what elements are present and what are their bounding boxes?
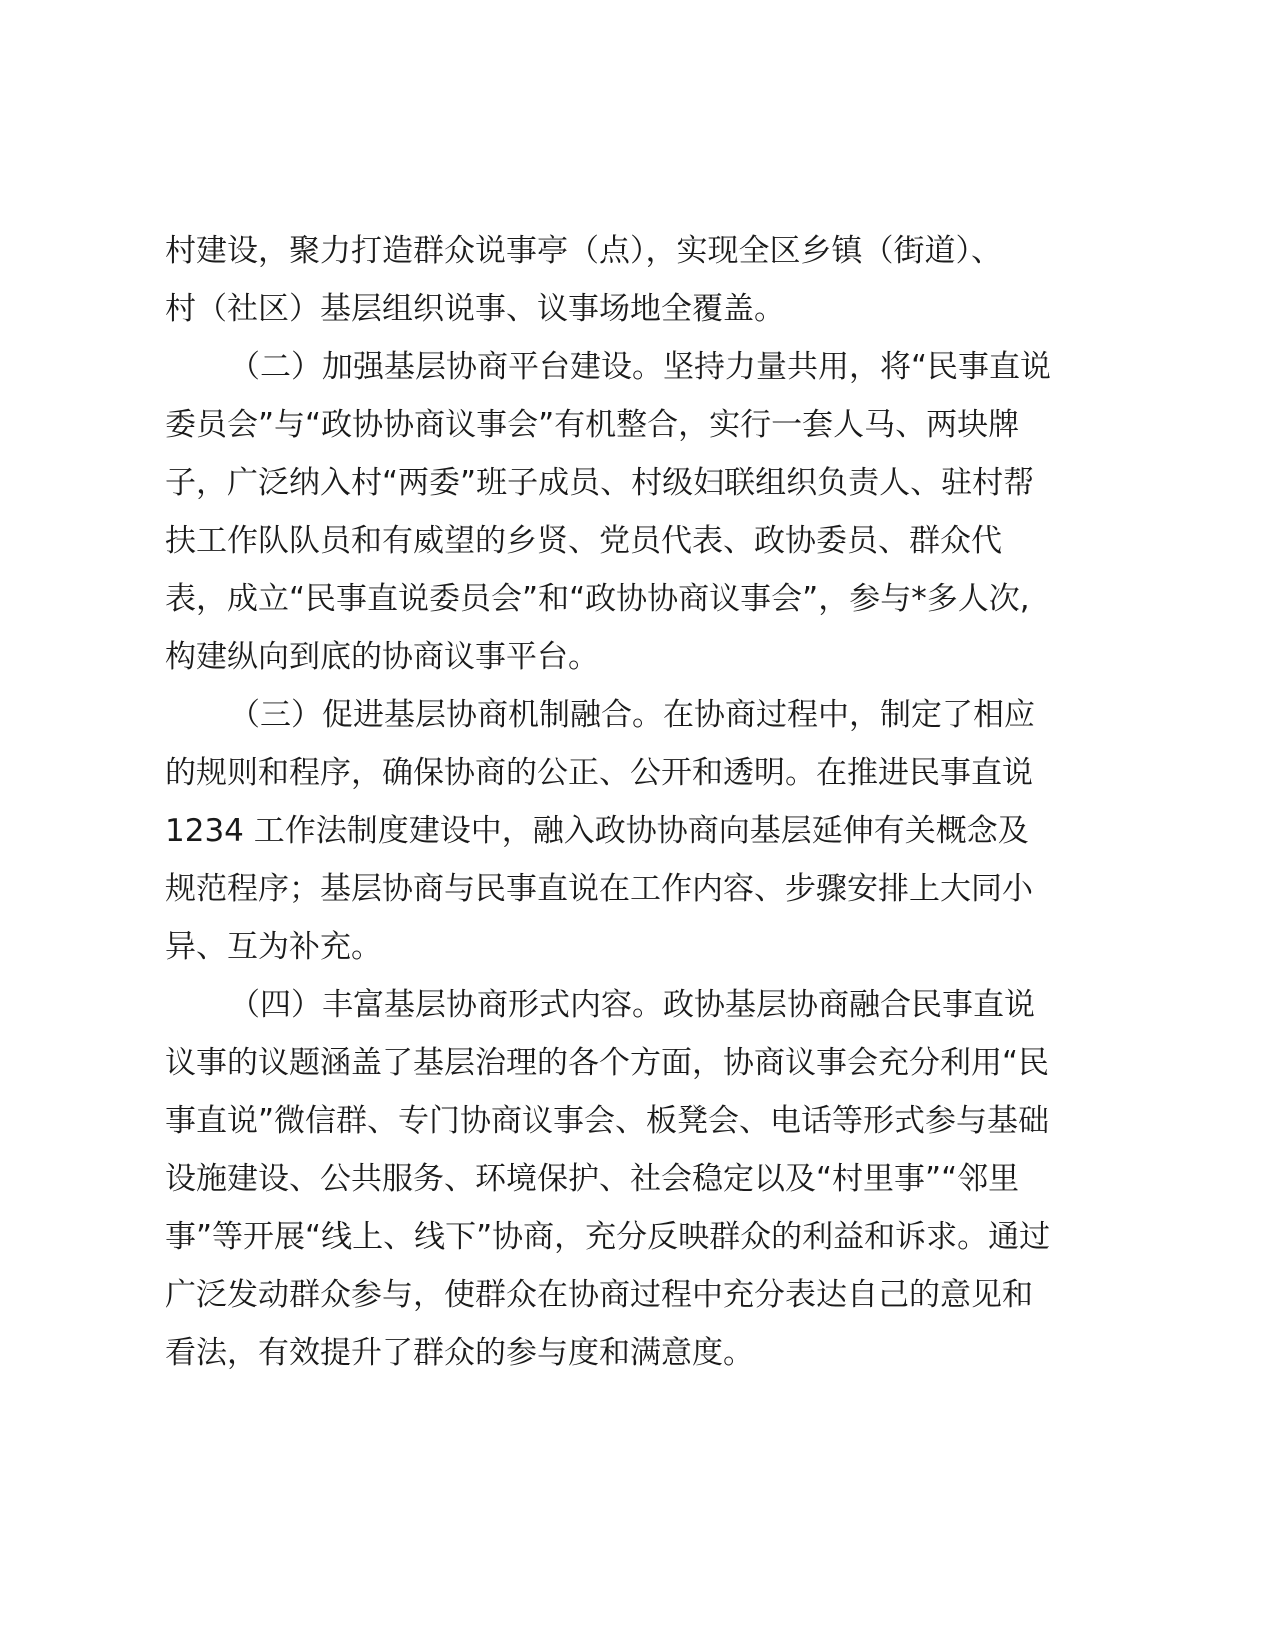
text-line: 异、互为补充。 [165, 929, 382, 965]
text-line: 事直说”微信群、专门协商议事会、板凳会、电话等形式参与基础 [165, 1103, 1050, 1139]
text-line: 构建纵向到底的协商议事平台。 [165, 639, 599, 675]
text-line: 村（社区）基层组织说事、议事场地全覆盖。 [165, 291, 785, 327]
text-line: 扶工作队队员和有威望的乡贤、党员代表、政协委员、群众代 [165, 523, 1002, 559]
text-line: 表，成立“民事直说委员会”和“政协协商议事会”，参与*多人次, [165, 581, 1030, 617]
text-line: 看法，有效提升了群众的参与度和满意度。 [165, 1335, 754, 1371]
text-line: 议事的议题涵盖了基层治理的各个方面，协商议事会充分利用“民 [165, 1045, 1050, 1081]
text-line: 1234 工作法制度建设中，融入政协协商向基层延伸有关概念及 [165, 813, 1029, 849]
text-line: 村建设，聚力打造群众说事亭（点），实现全区乡镇（街道）、 [165, 233, 1002, 269]
document-body [165, 222, 1125, 1382]
text-line: （三）促进基层协商机制融合。在协商过程中，制定了相应 [229, 697, 1035, 733]
text-line: 子，广泛纳入村“两委”班子成员、村级妇联组织负责人、驻村帮 [165, 465, 1035, 501]
text-line: 规范程序；基层协商与民事直说在工作内容、步骤安排上大同小 [165, 871, 1033, 907]
text-line: 设施建设、公共服务、环境保护、社会稳定以及“村里事”“邻里 [165, 1161, 1020, 1197]
text-line: 委员会”与“政协协商议事会”有机整合，实行一套人马、两块牌 [165, 407, 1020, 443]
text-line: 广泛发动群众参与，使群众在协商过程中充分表达自己的意见和 [165, 1277, 1033, 1313]
text-line: （二）加强基层协商平台建设。坚持力量共用，将“民事直说 [229, 349, 1052, 385]
text-line: 事”等开展“线上、线下”协商，充分反映群众的利益和诉求。通过 [165, 1219, 1051, 1255]
text-line: （四）丰富基层协商形式内容。政协基层协商融合民事直说 [229, 987, 1035, 1023]
text-line: 的规则和程序，确保协商的公正、公开和透明。在推进民事直说 [165, 755, 1033, 791]
